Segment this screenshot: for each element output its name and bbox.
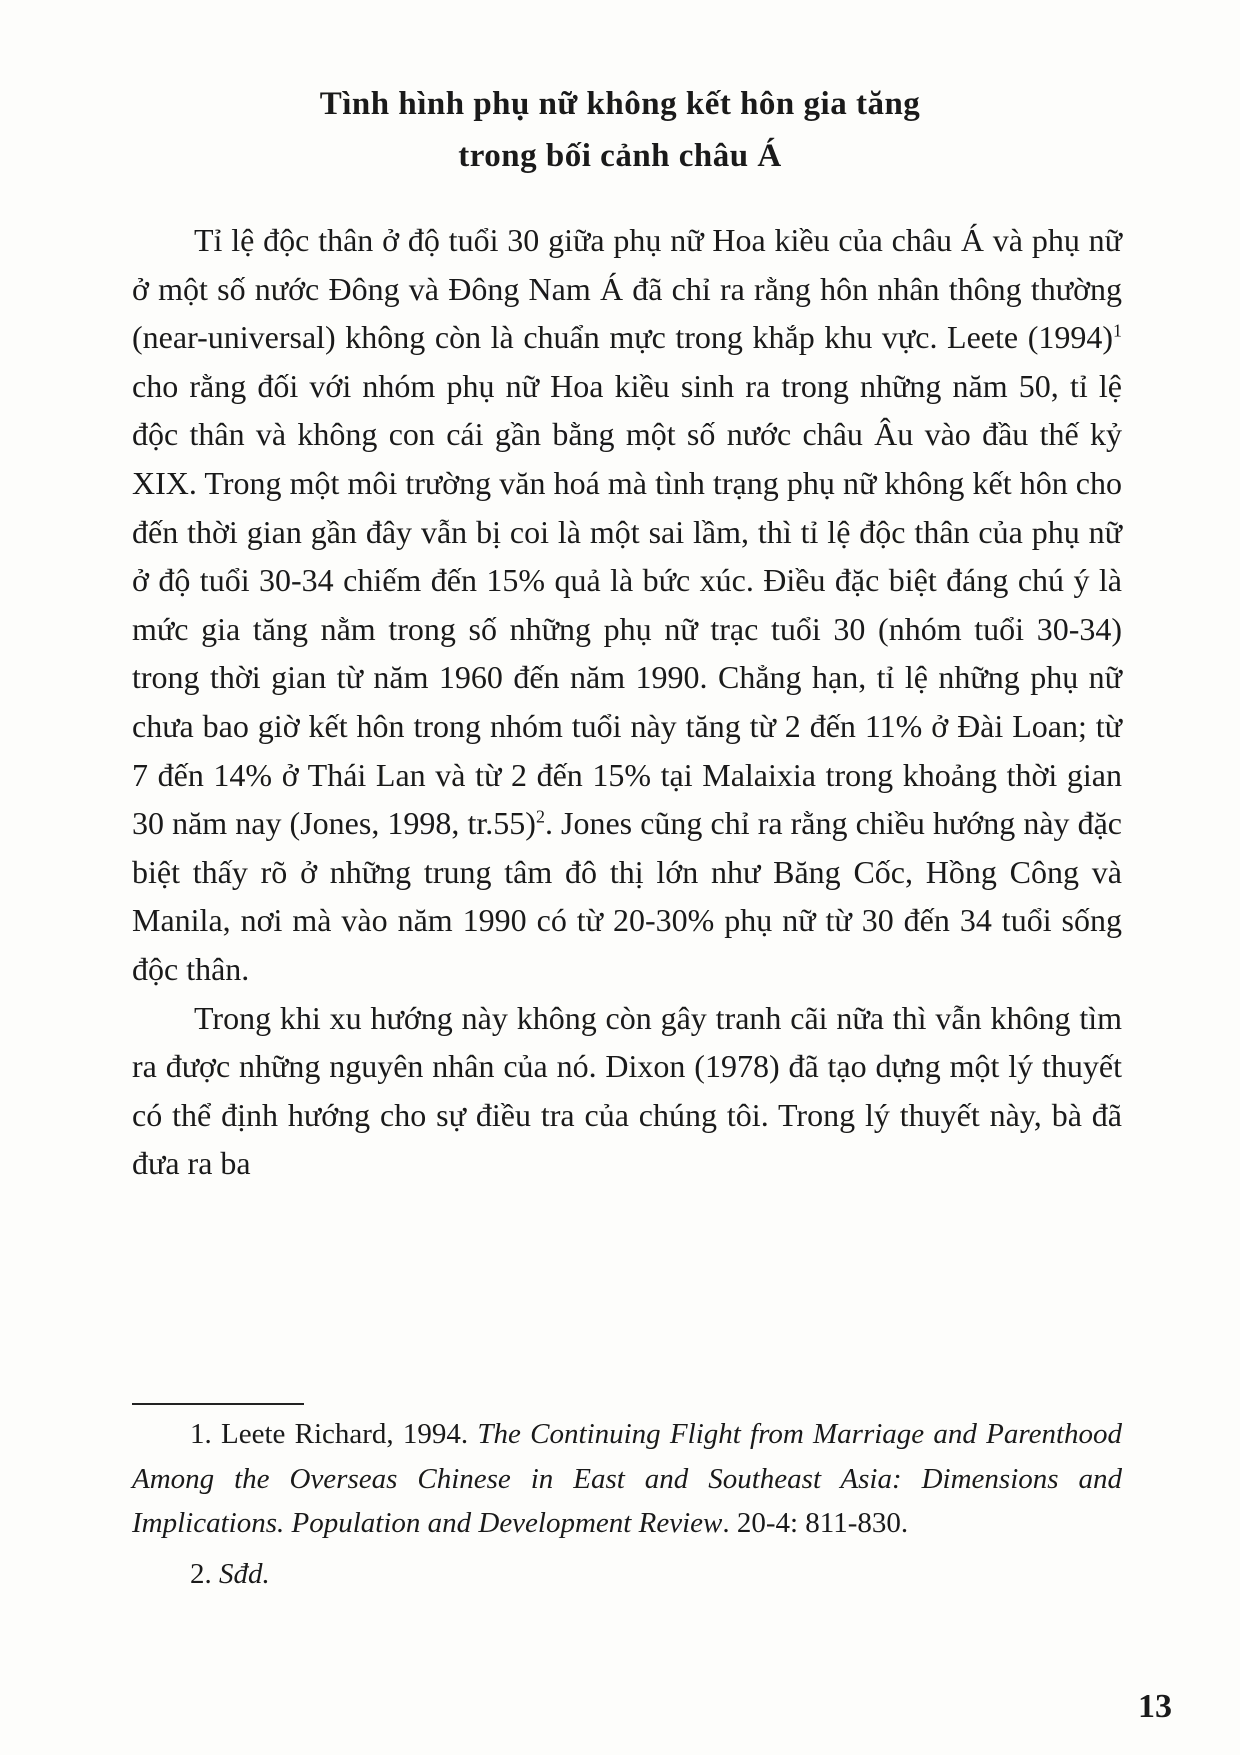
footnote-ref-1: 1 [1113, 320, 1122, 341]
footnotes [132, 1412, 1122, 1596]
footnote-1-title: The Continuing Flight from Marriage and Parenthood Among the Overseas Chinese in East and Southeast Asia: Dimensions and Implications. Population and Development Review [132, 1418, 1123, 1539]
footnote-1 [132, 1412, 1122, 1546]
section-title-line-1: Tình hình phụ nữ không kết hôn gia tăng [319, 86, 921, 122]
footnote-1-tail: . 20-4: 811-830. [722, 1507, 909, 1539]
footnote-1-lead: 1. Leete Richard, 1994. [190, 1418, 478, 1450]
footnote-divider [132, 1403, 304, 1405]
footnote-2-lead: 2. [190, 1557, 219, 1590]
footnote-ref-2: 2 [535, 806, 545, 827]
section-title [0, 78, 1240, 182]
section-title-line-2: trong bối cảnh châu Á [458, 138, 782, 174]
footnote-2 [132, 1552, 1122, 1597]
body-text [132, 216, 1122, 1188]
page-number: 13 [1138, 1688, 1172, 1725]
paragraph-1-part-3: . Jones cũng chỉ ra rằng chiều hướng này đặc biệt thấy rõ ở những trung tâm đô thị lớn như Băng Cốc, Hồng Công và Manila, nơi mà vào năm 1990 có từ 20-30% phụ nữ từ 30 đến 34 tuổi sống độc thân. [132, 805, 1123, 987]
paragraph-1-part-2: cho rằng đối với nhóm phụ nữ Hoa kiều sinh ra trong những năm 50, tỉ lệ độc thân và không con cái gần bằng một số nước châu Âu vào đầu thế kỷ XIX. Trong một môi trường văn hoá mà tình trạng phụ nữ không kết hôn cho đến thời gian gần đây vẫn bị coi là một sai lầm, thì tỉ lệ độc thân của phụ nữ ở độ tuổi 30-34 chiếm đến 15% quả là bức xúc. Điều đặc biệt đáng chú ý là mức gia tăng nằm trong số những phụ nữ trạc tuổi 30 (nhóm tuổi 30-34) trong thời gian từ năm 1960 đến năm 1990. Chẳng hạn, tỉ lệ những phụ nữ chưa bao giờ kết hôn trong nhóm tuổi này tăng từ 2 đến 11% ở Đài Loan; từ 7 đến 14% ở Thái Lan và từ 2 đến 15% tại Malaixia trong khoảng thời gian 30 năm nay (Jones, 1998, tr.55) [132, 367, 1122, 842]
footnote-2-title: Sđd. [219, 1557, 270, 1590]
paragraph-1-part-1: Tỉ lệ độc thân ở độ tuổi 30 giữa phụ nữ Hoa kiều của châu Á và phụ nữ ở một số nước Đông và Đông Nam Á đã chỉ ra rằng hôn nhân thông thường (near-universal) không còn là chuẩn mực trong khắp khu vực. Leete (1994) [132, 222, 1122, 356]
paragraph-1 [132, 216, 1122, 994]
paragraph-2: Trong khi xu hướng này không còn gây tranh cãi nữa thì vẫn không tìm ra được những nguyên nhân của nó. Dixon (1978) đã tạo dựng một lý thuyết có thể định hướng cho sự điều tra của chúng tôi. Trong lý thuyết này, bà đã đưa ra ba [132, 999, 1122, 1182]
